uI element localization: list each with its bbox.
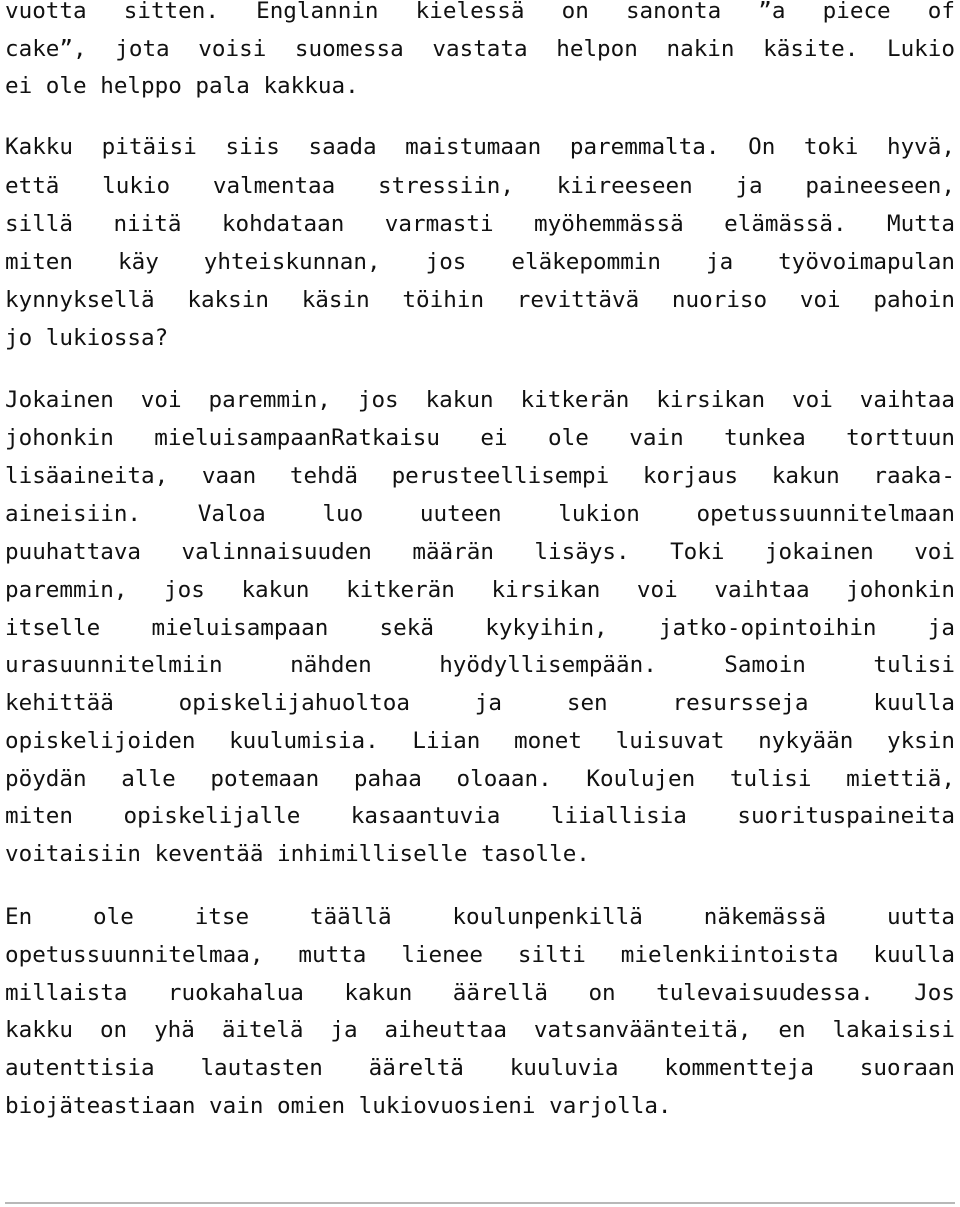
text-line: että lukio valmentaa stressiin, kiireeseen ja paineeseen, (5, 173, 955, 199)
text-line: vuotta sitten. Englannin kielessä on sanonta ”a piece of (5, 0, 955, 24)
text-line: miten opiskelijalle kasaantuvia liiallisia suorituspaineita (5, 803, 955, 829)
text-line: ei ole helppo pala kakkua. (5, 73, 359, 99)
text-line: jo lukiossa? (5, 325, 169, 351)
text-line: biojäteastiaan vain omien lukiovuosieni varjolla. (5, 1093, 672, 1119)
text-line: Jokainen voi paremmin, jos kakun kitkerän kirsikan voi vaihtaa (5, 387, 955, 413)
text-line: pöydän alle potemaan pahaa oloaan. Koulujen tulisi miettiä, (5, 766, 955, 792)
text-line: opetussuunnitelmaa, mutta lienee silti mielenkiintoista kuulla (5, 942, 955, 968)
text-line: miten käy yhteiskunnan, jos eläkepommin ja työvoimapulan (5, 249, 955, 275)
text-line: opiskelijoiden kuulumisia. Liian monet luisuvat nykyään yksin (5, 728, 955, 754)
text-line: johonkin mieluisampaanRatkaisu ei ole vain tunkea torttuun (5, 425, 955, 451)
text-line: En ole itse täällä koulunpenkillä näkemässä uutta (5, 904, 955, 930)
text-line: autenttisia lautasten ääreltä kuuluvia kommentteja suoraan (5, 1055, 955, 1081)
text-line: sillä niitä kohdataan varmasti myöhemmässä elämässä. Mutta (5, 211, 955, 237)
text-line: paremmin, jos kakun kitkerän kirsikan voi vaihtaa johonkin (5, 577, 955, 603)
text-line: urasuunnitelmiin nähden hyödyllisempään. Samoin tulisi (5, 652, 955, 678)
text-line: puuhattava valinnaisuuden määrän lisäys. Toki jokainen voi (5, 539, 955, 565)
text-line: kakku on yhä äitelä ja aiheuttaa vatsanväänteitä, en lakaisisi (5, 1017, 955, 1043)
text-line: aineisiin. Valoa luo uuteen lukion opetussuunnitelmaan (5, 501, 955, 527)
text-line: kynnyksellä kaksin käsin töihin revittävä nuoriso voi pahoin (5, 287, 955, 313)
text-line: lisäaineita, vaan tehdä perusteellisempi korjaus kakun raaka- (5, 463, 955, 489)
bottom-divider (5, 1202, 955, 1204)
text-line: itselle mieluisampaan sekä kykyihin, jatko-opintoihin ja (5, 615, 955, 641)
text-line: cake”, jota voisi suomessa vastata helpon nakin käsite. Lukio (5, 36, 955, 62)
text-line: kehittää opiskelijahuoltoa ja sen resursseja kuulla (5, 690, 955, 716)
text-line: millaista ruokahalua kakun äärellä on tulevaisuudessa. Jos (5, 980, 955, 1006)
text-line: voitaisiin keventää inhimilliselle tasolle. (5, 841, 590, 867)
text-line: Kakku pitäisi siis saada maistumaan paremmalta. On toki hyvä, (5, 134, 955, 160)
